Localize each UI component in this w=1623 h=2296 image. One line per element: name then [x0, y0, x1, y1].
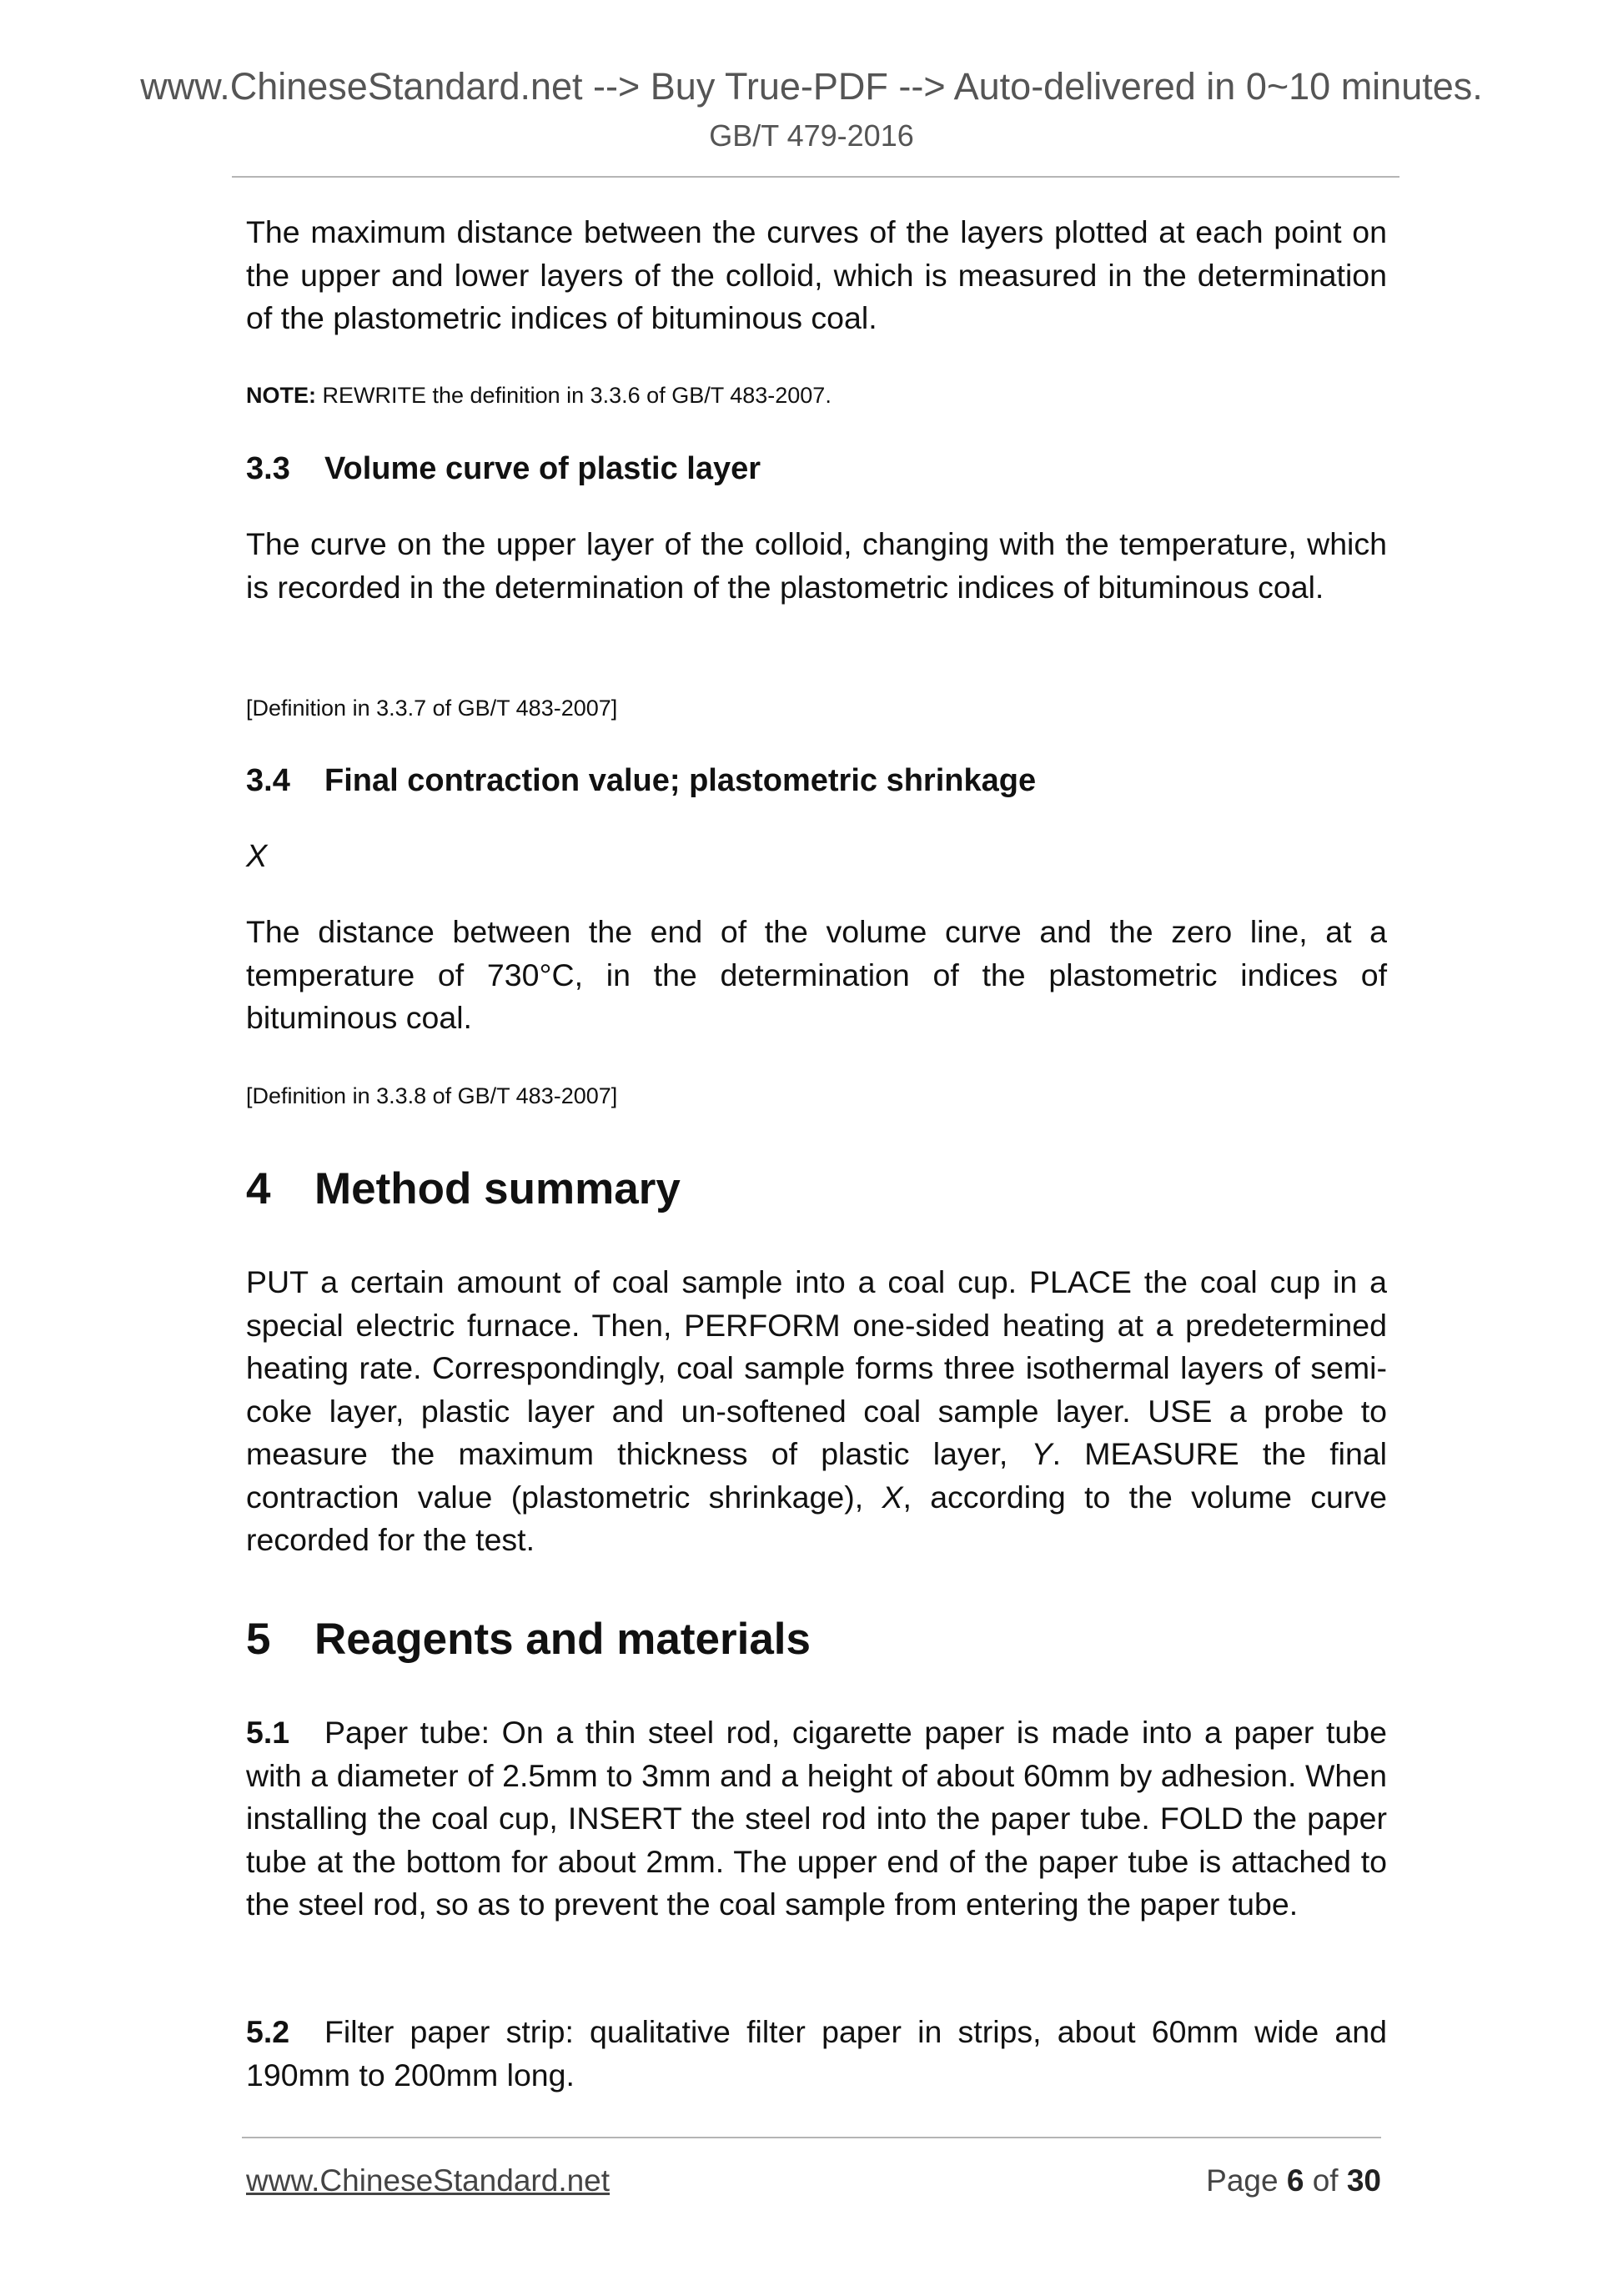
paragraph-text: . MEASURE the final contraction value (plastometric shrinkage),	[246, 1436, 1388, 1515]
note-text: REWRITE the definition in 3.3.6 of GB/T 483-2007.	[316, 383, 832, 408]
section-3-3-paragraph: The curve on the upper layer of the colloid, changing with the temperature, which is recorded in the determination of the plastometric indices of bituminous coal.	[246, 526, 1387, 605]
section-title: Method summary	[314, 1164, 681, 1213]
section-3-4-heading	[246, 761, 1036, 801]
term-symbol: X	[246, 839, 268, 874]
clause-text: Paper tube: On a thin steel rod, cigarette paper is made into a paper tube with a diameter of 2.5mm to 3mm and a height of about 60mm by adhesion. When installing the coal cup, INSERT the steel rod into the paper tube. FOLD the paper tube at the bottom for about 2mm. The upper end of the paper tube is attached to the steel rod, so as to prevent the coal sample from entering the paper tube.	[246, 1715, 1387, 1922]
section-5-heading	[246, 1613, 811, 1666]
symbol-x: X	[882, 1479, 903, 1515]
section-title: Final contraction value; plastometric shrinkage	[324, 763, 1037, 798]
header-banner: www.ChineseStandard.net --> Buy True-PDF --> Auto-delivered in 0~10 minutes.	[140, 65, 1483, 108]
section-number: 3.4	[246, 763, 290, 798]
section-4-heading	[246, 1163, 681, 1216]
clause-number: 5.1	[246, 1715, 290, 1750]
section-number: 4	[246, 1164, 271, 1213]
section-title: Volume curve of plastic layer	[324, 451, 761, 486]
note-label: NOTE:	[246, 383, 316, 408]
section-3-4-paragraph: The distance between the end of the volume curve and the zero line, at a temperature of 730°C, in the determination of the plastometric indices of bituminous coal.	[246, 914, 1387, 1035]
footer-site-link[interactable]: www.ChineseStandard.net	[246, 2163, 611, 2198]
definition-paragraph: The maximum distance between the curves of the layers plotted at each point on the upper and lower layers of the colloid, which is measured in the determination of the plastometric indices of bituminous coal.	[246, 214, 1387, 335]
clause-text: Filter paper strip: qualitative filter paper in strips, about 60mm wide and 190mm to 200mm long.	[246, 2014, 1387, 2093]
clause-5-2	[246, 2011, 1387, 2097]
page-current: 6	[1286, 2163, 1304, 2198]
header-divider	[232, 176, 1399, 178]
section-3-3-heading	[246, 449, 761, 489]
section-title: Reagents and materials	[314, 1615, 812, 1664]
page-total: 30	[1346, 2163, 1381, 2198]
symbol-y: Y	[1031, 1436, 1053, 1471]
section-number: 5	[246, 1615, 271, 1664]
clause-5-1	[246, 1711, 1387, 1927]
page-indicator	[1206, 2162, 1381, 2200]
clause-number: 5.2	[246, 2014, 290, 2049]
page-word: Page	[1206, 2163, 1287, 2198]
standard-number: GB/T 479-2016	[709, 118, 914, 153]
section-4-paragraph	[246, 1261, 1387, 1562]
paragraph-text: , according to the volume curve recorded for the test.	[246, 1479, 1387, 1557]
paragraph-text: PUT a certain amount of coal sample into a coal cup. PLACE the coal cup in a special electric furnace. Then, PERFORM one-sided heating at a predetermined heating rate. Correspondingly, coal sample forms three isothermal layers of semi-coke layer, plastic layer and un-softened coal sample layer. USE a probe to measure the maximum thickness of plastic layer,	[246, 1264, 1387, 1471]
section-3-4-reference: [Definition in 3.3.8 of GB/T 483-2007]	[246, 1083, 618, 1108]
page-of: of	[1304, 2163, 1347, 2198]
note	[246, 381, 832, 409]
footer-divider	[242, 2137, 1381, 2138]
section-number: 3.3	[246, 451, 290, 486]
section-3-3-reference: [Definition in 3.3.7 of GB/T 483-2007]	[246, 696, 618, 721]
